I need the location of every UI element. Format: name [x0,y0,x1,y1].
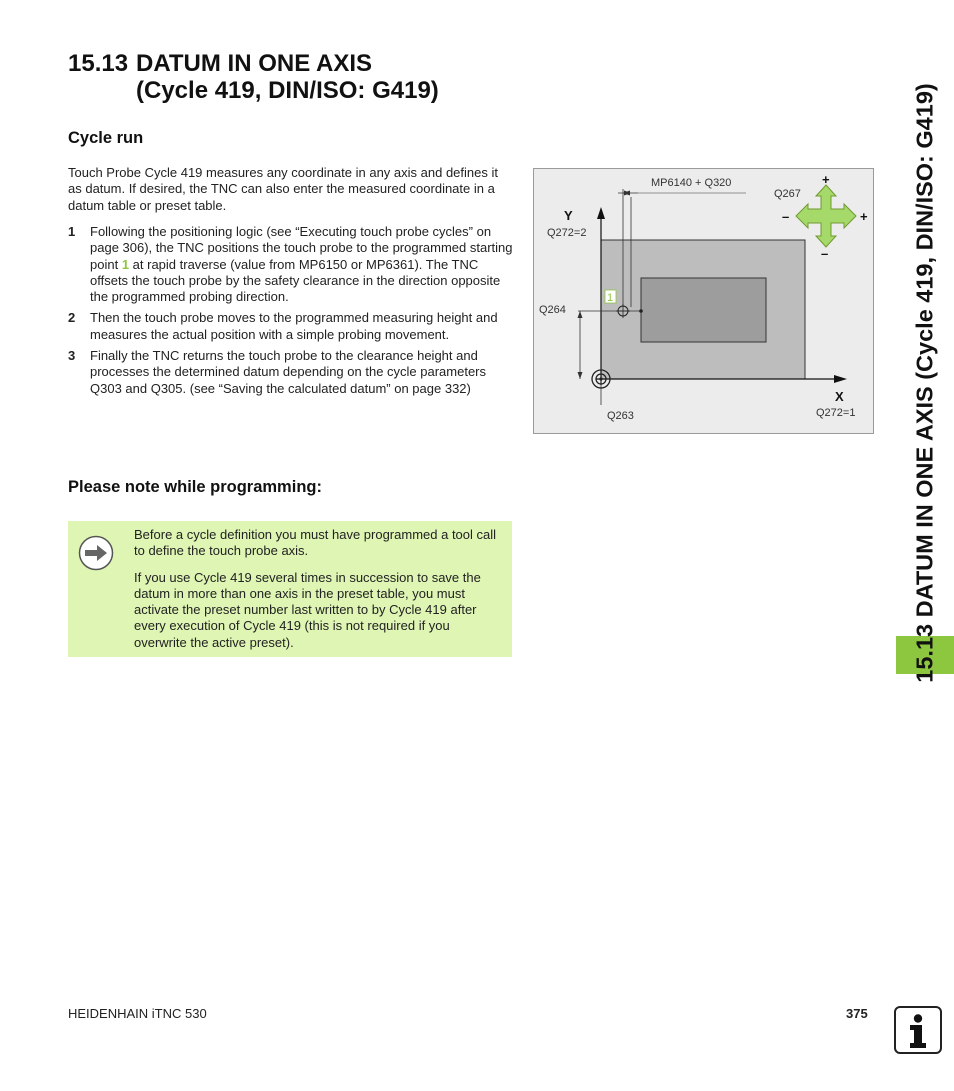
step-number: 1 [68,224,76,239]
label-q263: Q263 [607,410,634,422]
programming-note-heading: Please note while programming: [68,478,322,496]
label-q272-1: Q272=1 [816,407,856,419]
sidebar-running-title: 15.13 DATUM IN ONE AXIS (Cycle 419, DIN/ISO: G419) [911,83,938,683]
cycle-run-intro: Touch Probe Cycle 419 measures any coordinate in any axis and defines it as datum. If desired, the TNC can also enter the measured coordinate in a datum table or preset table. [68,165,498,213]
label-minus-bottom: – [821,246,829,261]
title-line-1: DATUM IN ONE AXIS [136,50,373,77]
note-text [134,527,504,661]
starting-point-ref: 1 [121,256,130,272]
note-paragraph: If you use Cycle 419 several times in succession to save the datum in more than one axis in the preset table, you must activate the preset number last written to by Cycle 419 after every execution of Cycle 419 (this is not required if you overwrite the active preset). [134,569,481,650]
direction-arrows-icon [796,185,856,247]
label-minus-left: – [782,209,790,224]
step-text: Following the positioning logic (see “Executing touch probe cycles” on page 306), the TNC positions the touch probe to the programmed starting point 1 at rapid traverse (value from MP6150 or MP6361). The TNC offsets the touch probe by the safety clearance in the direction opposite the programmed probing direction. [90,224,513,305]
info-icon [894,1006,942,1054]
inner-workpiece [641,278,766,342]
list-item [68,224,513,305]
step-text: Then the touch probe moves to the programmed measuring height and measures the actual position with a simple probing movement. [90,310,498,342]
list-item [68,310,513,343]
step-number: 3 [68,348,76,364]
section-title [68,50,439,104]
label-plus-right: + [860,209,868,224]
section-number: 15.13 [68,50,129,77]
cycle-diagram [533,168,874,434]
x-axis-arrow [834,375,847,383]
step-number: 2 [68,310,76,326]
label-q267: Q267 [774,188,801,200]
label-mp6140-q320: MP6140 + Q320 [651,177,732,189]
step-text: Finally the TNC returns the touch probe to the clearance height and processes the determined datum depending on the cycle parameters Q303 and Q305. (see “Saving the calculated datum” on page 332) [90,348,487,396]
programming-note-box [68,521,512,657]
title-line-2: (Cycle 419, DIN/ISO: G419) [136,77,439,104]
note-paragraph: Before a cycle definition you must have programmed a tool call to define the touch probe axis. [134,527,497,559]
label-q272-2: Q272=2 [547,227,587,239]
label-y-axis: Y [564,208,573,223]
label-point-1: 1 [607,292,614,304]
page-number: 375 [846,1006,868,1021]
cycle-run-heading: Cycle run [68,129,144,147]
cycle-run-steps [68,224,513,402]
label-x-axis: X [835,389,844,404]
arrow-right-icon [78,535,114,571]
label-plus-top: + [822,172,830,187]
label-q264: Q264 [539,304,566,316]
footer-product: HEIDENHAIN iTNC 530 [68,1006,207,1021]
y-axis-arrow [597,207,605,219]
list-item [68,348,513,397]
